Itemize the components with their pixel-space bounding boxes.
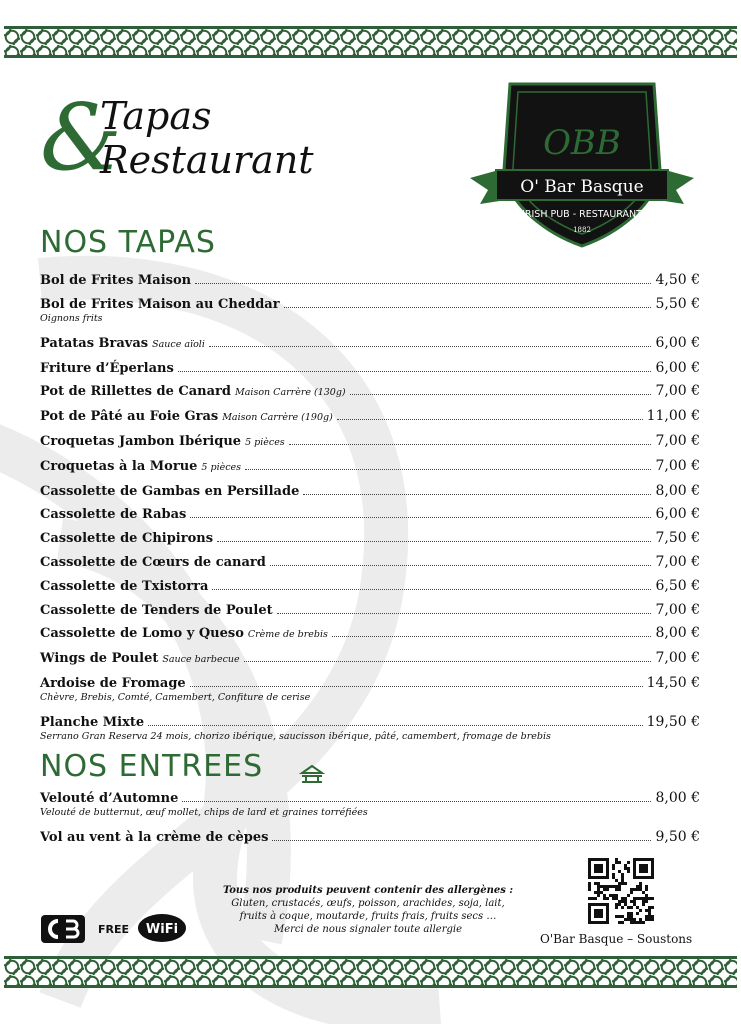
menu-item-price: 7,00 € bbox=[655, 383, 700, 400]
menu-item-price: 8,00 € bbox=[655, 625, 700, 642]
menu-item-line bbox=[40, 458, 700, 476]
qr-code[interactable] bbox=[588, 858, 654, 924]
menu-item bbox=[40, 360, 700, 377]
menu-item-name: Croquetas à la Morue bbox=[40, 458, 198, 474]
menu-item-description: Serrano Gran Reserva 24 mois, chorizo ibérique, saucisson ibérique, pâté, camembert, fromage de brebis bbox=[40, 730, 551, 742]
obar-basque-logo bbox=[466, 74, 698, 250]
dot-leader bbox=[182, 801, 651, 802]
menu-item-price: 6,00 € bbox=[655, 334, 700, 351]
menu-item-price: 5,50 € bbox=[655, 295, 700, 312]
menu-item-price: 14,50 € bbox=[646, 674, 700, 691]
menu-item-price: 6,50 € bbox=[655, 577, 700, 594]
menu-item-note: 5 pièces bbox=[201, 461, 242, 473]
menu-item-name: Cassolette de Tenders de Poulet bbox=[40, 602, 273, 618]
menu-item bbox=[40, 458, 700, 476]
celtic-border-top bbox=[4, 26, 737, 58]
menu-item-price: 4,50 € bbox=[655, 272, 700, 288]
dot-leader bbox=[178, 371, 652, 372]
menu-item bbox=[40, 829, 700, 846]
allergen-notice bbox=[218, 884, 518, 936]
menu-item bbox=[40, 714, 700, 743]
dot-leader bbox=[245, 469, 651, 470]
menu-item-line bbox=[40, 829, 700, 846]
dot-leader bbox=[332, 636, 652, 637]
menu-item-description: Velouté de butternut, œuf mollet, chips de lard et graines torréfiées bbox=[40, 807, 368, 818]
menu-item-note: Sauce aïoli bbox=[152, 338, 205, 350]
menu-item-name: Velouté d’Automne bbox=[40, 791, 179, 806]
dot-leader bbox=[217, 541, 651, 542]
menu-item-name: Wings de Poulet bbox=[40, 651, 159, 667]
menu-item-price: 6,00 € bbox=[655, 359, 700, 376]
menu-item-name: Pot de Pâté au Foie Gras bbox=[40, 409, 219, 425]
menu-item-line bbox=[40, 714, 700, 731]
dot-leader bbox=[209, 346, 652, 347]
menu-item-line bbox=[40, 578, 700, 595]
dot-leader bbox=[148, 725, 642, 726]
menu-item-line bbox=[40, 506, 700, 523]
menu-item-price: 11,00 € bbox=[646, 408, 700, 425]
dot-leader bbox=[270, 565, 652, 566]
menu-item bbox=[40, 578, 700, 595]
allergen-heading: Tous nos produits peuvent contenir des allergènes : bbox=[222, 885, 514, 896]
menu-item-note: 5 pièces bbox=[245, 436, 285, 448]
dot-leader bbox=[337, 419, 643, 420]
menu-item-name: Cassolette de Rabas bbox=[40, 507, 187, 523]
menu-item-price: 7,00 € bbox=[655, 432, 700, 449]
menu-item bbox=[40, 675, 700, 704]
pig-icon bbox=[298, 764, 326, 784]
menu-item bbox=[40, 530, 700, 547]
menu-item-name: Friture d’Éperlans bbox=[40, 360, 174, 376]
menu-item-price: 19,50 € bbox=[646, 713, 700, 730]
menu-item-name: Cassolette de Lomo y Queso bbox=[40, 626, 244, 642]
logo-year: 1882 bbox=[573, 226, 591, 234]
menu-item-price: 9,50 € bbox=[655, 829, 700, 845]
menu-item-line bbox=[40, 602, 700, 619]
menu-item-name: Patatas Bravas bbox=[40, 335, 149, 351]
ampersand-logo: & bbox=[40, 84, 122, 191]
menu-item-name: Cassolette de Gambas en Persillade bbox=[40, 483, 300, 499]
dot-leader bbox=[284, 307, 652, 308]
menu-item-line bbox=[40, 625, 700, 643]
dot-leader bbox=[195, 283, 651, 284]
menu-item-price: 7,00 € bbox=[655, 553, 700, 570]
menu-item-name: Ardoise de Fromage bbox=[40, 675, 186, 691]
menu-item bbox=[40, 506, 700, 523]
page-title-restaurant: Restaurant bbox=[100, 138, 314, 182]
menu-item-note: Sauce barbecue bbox=[162, 654, 240, 666]
dot-leader bbox=[289, 444, 652, 445]
dot-leader bbox=[277, 613, 652, 614]
menu-item-name: Croquetas Jambon Ibérique bbox=[40, 433, 242, 449]
menu-item-line bbox=[40, 383, 700, 401]
dot-leader bbox=[190, 686, 643, 687]
wifi-free-label: FREE bbox=[98, 923, 130, 936]
menu-item-note: Maison Carrère (190g) bbox=[222, 412, 333, 424]
menu-item bbox=[40, 625, 700, 643]
dot-leader bbox=[244, 661, 652, 662]
logo-monogram: OBB bbox=[543, 123, 621, 163]
menu-item-price: 6,00 € bbox=[655, 506, 700, 523]
logo-name: O' Bar Basque bbox=[520, 177, 644, 197]
menu-item-line bbox=[40, 554, 700, 571]
menu-item-name: Cassolette de Txistorra bbox=[40, 578, 209, 594]
menu-item-price: 7,00 € bbox=[655, 601, 700, 618]
entrees-menu-list bbox=[40, 790, 700, 852]
celtic-border-bottom bbox=[4, 956, 737, 988]
tapas-menu-list bbox=[40, 272, 700, 753]
menu-item-line bbox=[40, 272, 700, 289]
dot-leader bbox=[303, 494, 651, 495]
menu-item bbox=[40, 433, 700, 451]
menu-item bbox=[40, 408, 700, 426]
menu-item-description: Chèvre, Brebis, Comté, Camembert, Confiture de cerise bbox=[40, 691, 311, 703]
menu-item-price: 8,00 € bbox=[655, 790, 700, 806]
cb-card-icon bbox=[40, 914, 86, 944]
menu-item bbox=[40, 272, 700, 289]
section-title-entrees: NOS ENTREES bbox=[40, 749, 264, 784]
allergen-line: Merci de nous signaler toute allergie bbox=[273, 924, 462, 935]
menu-item bbox=[40, 483, 700, 500]
section-title-tapas: NOS TAPAS bbox=[40, 225, 216, 260]
menu-item-description: Oignons frits bbox=[40, 312, 103, 324]
menu-item bbox=[40, 602, 700, 619]
menu-item-line bbox=[40, 483, 700, 500]
footer-location: O'Bar Basque – Soustons bbox=[540, 932, 693, 946]
menu-item bbox=[40, 335, 700, 353]
menu-item bbox=[40, 383, 700, 401]
dot-leader bbox=[350, 394, 652, 395]
menu-item-line bbox=[40, 650, 700, 668]
allergen-line: fruits à coque, moutarde, fruits frais, fruits secs … bbox=[239, 911, 497, 922]
menu-item-name: Planche Mixte bbox=[40, 714, 145, 730]
menu-item-line bbox=[40, 433, 700, 451]
menu-item-name: Pot de Rillettes de Canard bbox=[40, 384, 232, 400]
menu-item-line bbox=[40, 530, 700, 547]
menu-item bbox=[40, 554, 700, 571]
menu-item-line bbox=[40, 790, 700, 807]
dot-leader bbox=[190, 517, 651, 518]
menu-item-price: 7,00 € bbox=[655, 457, 700, 474]
logo-subtitle: IRISH PUB - RESTAURANT bbox=[522, 209, 642, 220]
page-title-tapas: Tapas bbox=[100, 94, 212, 138]
menu-item-name: Vol au vent à la crème de cèpes bbox=[40, 830, 269, 845]
menu-item-price: 7,00 € bbox=[655, 650, 700, 667]
menu-item-name: Bol de Frites Maison bbox=[40, 273, 192, 288]
menu-item-name: Bol de Frites Maison au Cheddar bbox=[40, 296, 280, 312]
menu-item-line bbox=[40, 296, 700, 313]
menu-item-note: Crème de brebis bbox=[247, 629, 328, 641]
menu-item bbox=[40, 790, 700, 819]
menu-item-line bbox=[40, 408, 700, 426]
menu-item-line bbox=[40, 335, 700, 353]
menu-item-note: Maison Carrère (130g) bbox=[235, 387, 346, 399]
menu-item-line bbox=[40, 360, 700, 377]
menu-item bbox=[40, 296, 700, 325]
dot-leader bbox=[272, 840, 651, 841]
menu-item-line bbox=[40, 675, 700, 692]
allergen-line: Gluten, crustacés, œufs, poisson, arachides, soja, lait, bbox=[231, 898, 505, 909]
dot-leader bbox=[212, 589, 651, 590]
menu-item bbox=[40, 650, 700, 668]
wifi-label: WiFi bbox=[145, 922, 179, 937]
menu-item-name: Cassolette de Chipirons bbox=[40, 531, 214, 547]
free-wifi-icon bbox=[96, 912, 188, 944]
menu-item-name: Cassolette de Cœurs de canard bbox=[40, 554, 266, 570]
menu-item-price: 8,00 € bbox=[655, 482, 700, 499]
menu-item-price: 7,50 € bbox=[655, 530, 700, 547]
